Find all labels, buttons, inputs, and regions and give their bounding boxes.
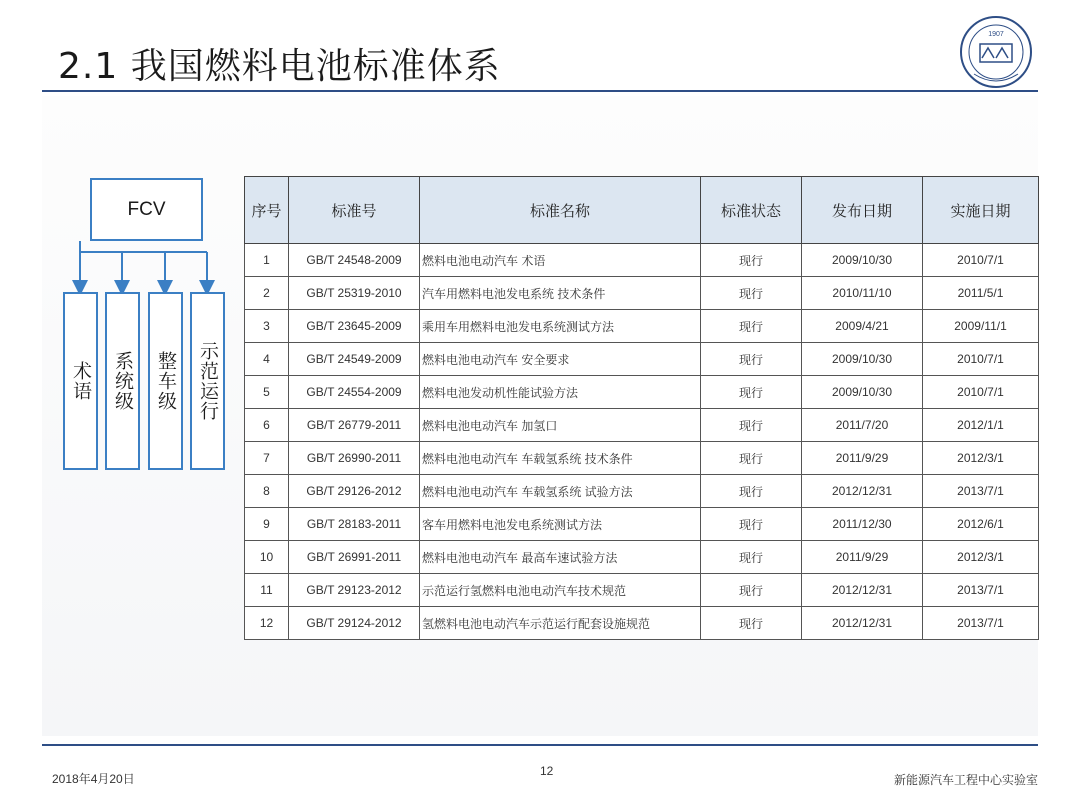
cell-effective-date: 2011/5/1 [923,277,1039,310]
university-seal-icon [958,14,1034,90]
cell-effective-date: 2010/7/1 [923,376,1039,409]
cell-effective-date: 2012/1/1 [923,409,1039,442]
cell-index: 11 [245,574,289,607]
footer-organization: 新能源汽车工程中心实验室 [893,773,1038,787]
cell-index: 10 [245,541,289,574]
seal-year: 1907 [988,31,1004,38]
category-system-level [105,292,140,470]
category-label: 术语 [70,361,91,401]
category-vehicle-level [148,292,183,470]
cell-standard-name: 燃料电池电动汽车 安全要求 [420,343,701,376]
cell-standard-no: GB/T 24554-2009 [289,376,420,409]
cell-standard-name: 客车用燃料电池发电系统测试方法 [420,508,701,541]
table-row [245,376,1039,409]
cell-index: 6 [245,409,289,442]
fcv-hierarchy-diagram [42,172,242,484]
cell-standard-no: GB/T 29126-2012 [289,475,420,508]
cell-effective-date: 2012/3/1 [923,541,1039,574]
table-row [245,607,1039,640]
column-header: 发布日期 [802,177,923,244]
cell-effective-date: 2012/6/1 [923,508,1039,541]
cell-standard-no: GB/T 28183-2011 [289,508,420,541]
cell-standard-no: GB/T 25319-2010 [289,277,420,310]
footer-date: 2018年4月20日 [52,772,135,786]
cell-standard-name: 燃料电池电动汽车 车载氢系统 试验方法 [420,475,701,508]
fcv-root-label: FCV [127,198,166,220]
cell-standard-name: 汽车用燃料电池发电系统 技术条件 [420,277,701,310]
cell-status: 现行 [701,310,802,343]
cell-status: 现行 [701,607,802,640]
cell-publish-date: 2012/12/31 [802,607,923,640]
cell-effective-date: 2013/7/1 [923,607,1039,640]
column-header: 实施日期 [923,177,1039,244]
title-divider [42,90,1038,92]
cell-index: 8 [245,475,289,508]
table-row [245,508,1039,541]
cell-publish-date: 2012/12/31 [802,574,923,607]
cell-publish-date: 2009/10/30 [802,244,923,277]
cell-status: 现行 [701,277,802,310]
cell-status: 现行 [701,409,802,442]
cell-index: 9 [245,508,289,541]
cell-standard-name: 乘用车用燃料电池发电系统测试方法 [420,310,701,343]
cell-publish-date: 2009/10/30 [802,376,923,409]
table-row [245,574,1039,607]
cell-standard-no: GB/T 29123-2012 [289,574,420,607]
column-header: 标准名称 [420,177,701,244]
cell-index: 1 [245,244,289,277]
cell-standard-no: GB/T 26991-2011 [289,541,420,574]
column-header: 标准状态 [701,177,802,244]
cell-publish-date: 2009/10/30 [802,343,923,376]
table-row [245,541,1039,574]
cell-publish-date: 2010/11/10 [802,277,923,310]
table-row [245,475,1039,508]
cell-standard-no: GB/T 24548-2009 [289,244,420,277]
cell-index: 5 [245,376,289,409]
cell-publish-date: 2011/7/20 [802,409,923,442]
cell-standard-name: 氢燃料电池电动汽车示范运行配套设施规范 [420,607,701,640]
cell-publish-date: 2011/12/30 [802,508,923,541]
cell-publish-date: 2012/12/31 [802,475,923,508]
cell-standard-no: GB/T 26779-2011 [289,409,420,442]
table-row [245,442,1039,475]
cell-status: 现行 [701,343,802,376]
cell-standard-no: GB/T 26990-2011 [289,442,420,475]
cell-status: 现行 [701,541,802,574]
cell-standard-name: 燃料电池发动机性能试验方法 [420,376,701,409]
cell-index: 2 [245,277,289,310]
cell-effective-date: 2013/7/1 [923,475,1039,508]
cell-status: 现行 [701,508,802,541]
cell-standard-no: GB/T 29124-2012 [289,607,420,640]
cell-index: 4 [245,343,289,376]
table-header-row [245,177,1039,244]
category-label: 系统级 [112,351,133,411]
page-number: 12 [540,764,554,778]
cell-status: 现行 [701,574,802,607]
cell-publish-date: 2009/4/21 [802,310,923,343]
table-row [245,277,1039,310]
category-label: 示范运行 [197,341,218,421]
slide-title: 2.1 我国燃料电池标准体系 [58,46,501,87]
category-demo-operation [190,292,225,470]
category-terminology [63,292,98,470]
cell-standard-name: 燃料电池电动汽车 最高车速试验方法 [420,541,701,574]
table-row [245,343,1039,376]
footer-divider [42,744,1038,746]
cell-standard-no: GB/T 24549-2009 [289,343,420,376]
column-header: 标准号 [289,177,420,244]
cell-publish-date: 2011/9/29 [802,442,923,475]
table-row [245,244,1039,277]
cell-effective-date: 2010/7/1 [923,244,1039,277]
cell-status: 现行 [701,442,802,475]
cell-standard-name: 燃料电池电动汽车 车载氢系统 技术条件 [420,442,701,475]
cell-status: 现行 [701,376,802,409]
cell-effective-date: 2013/7/1 [923,574,1039,607]
column-header: 序号 [245,177,289,244]
cell-standard-name: 燃料电池电动汽车 加氢口 [420,409,701,442]
standards-table [244,176,1039,640]
cell-index: 3 [245,310,289,343]
category-label: 整车级 [155,351,176,411]
cell-standard-no: GB/T 23645-2009 [289,310,420,343]
cell-effective-date: 2010/7/1 [923,343,1039,376]
cell-standard-name: 示范运行氢燃料电池电动汽车技术规范 [420,574,701,607]
table-row [245,310,1039,343]
cell-effective-date: 2009/11/1 [923,310,1039,343]
cell-index: 7 [245,442,289,475]
cell-standard-name: 燃料电池电动汽车 术语 [420,244,701,277]
cell-index: 12 [245,607,289,640]
fcv-root-node [90,178,203,241]
table-row [245,409,1039,442]
cell-publish-date: 2011/9/29 [802,541,923,574]
cell-effective-date: 2012/3/1 [923,442,1039,475]
cell-status: 现行 [701,244,802,277]
cell-status: 现行 [701,475,802,508]
